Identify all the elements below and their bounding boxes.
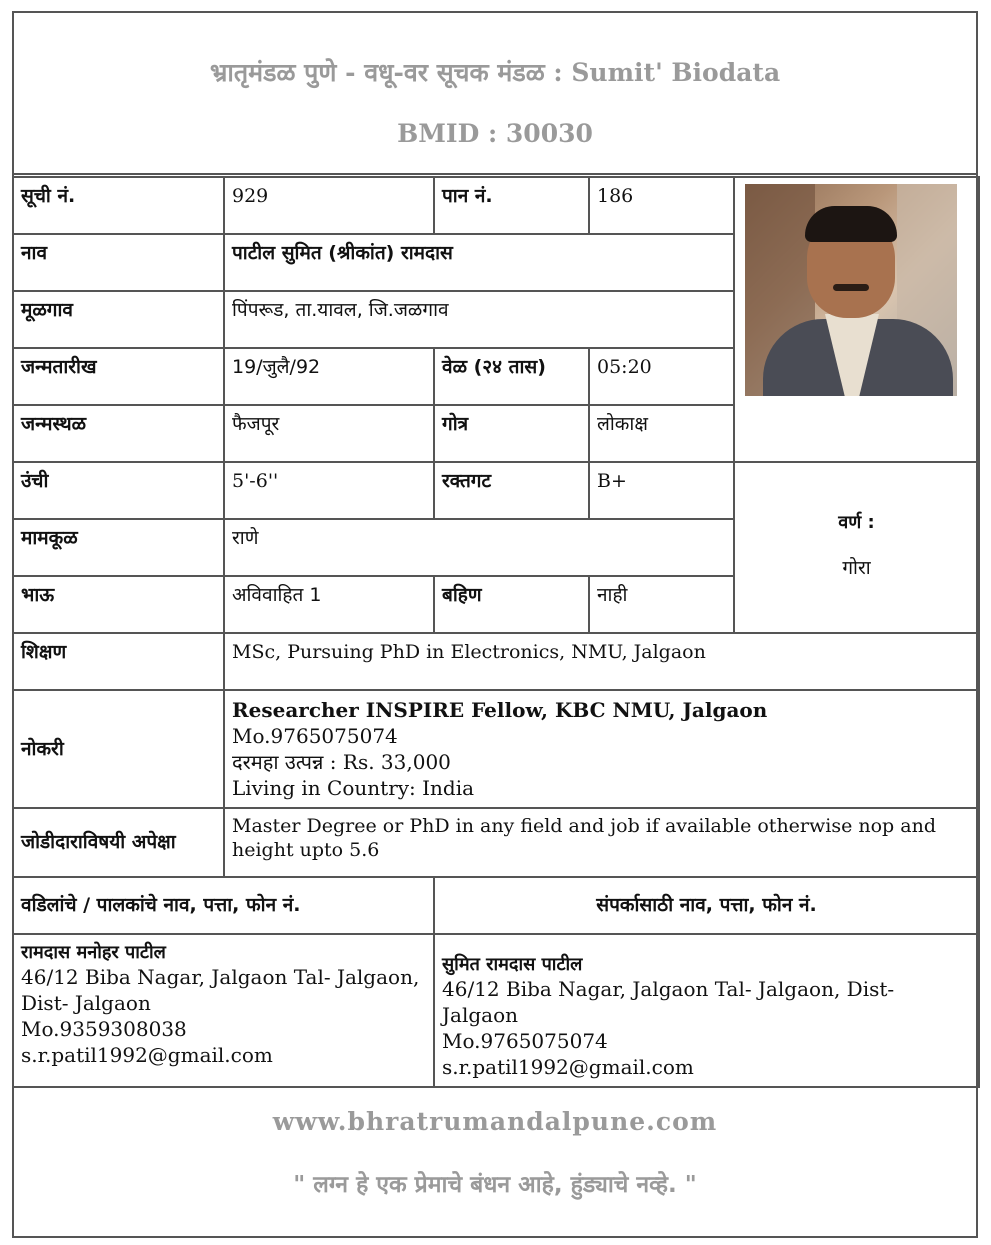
mamkul-value: राणे (224, 519, 734, 576)
parent-name: रामदास मनोहर पाटील (21, 942, 166, 963)
shikshan-label: शिक्षण (13, 633, 224, 690)
job-country: Living in Country: India (232, 776, 475, 800)
profile-photo (745, 184, 957, 396)
bmid-label: BMID : 30030 (397, 119, 593, 148)
varn-value: गोरा (842, 557, 871, 580)
unchi-value: 5'-6'' (224, 462, 434, 519)
contact-address: 46/12 Biba Nagar, Jalgaon Tal- Jalgaon, Dist- Jalgaon (442, 977, 895, 1028)
naav-value: पाटील सुमित (श्रीकांत) रामदास (224, 234, 734, 291)
bahin-value: नाही (589, 576, 734, 633)
janmasthal-value: फैजपूर (224, 405, 434, 462)
shikshan-value: MSc, Pursuing PhD in Electronics, NMU, Jalgaon (224, 633, 979, 690)
vel-label: वेळ (२४ तास) (434, 348, 589, 405)
contact-mobile: Mo.9765075074 (442, 1029, 608, 1054)
biodata-table (12, 176, 980, 1088)
self-contact-cell (434, 934, 979, 1087)
parent-address-line1: 46/12 Biba Nagar, Jalgaon Tal- Jalgaon, (21, 965, 420, 990)
vel-value: 05:20 (589, 348, 734, 405)
bhau-label: भाऊ (13, 576, 224, 633)
job-mobile: Mo.9765075074 (232, 724, 398, 748)
suchi-value: 929 (224, 177, 434, 234)
table-row (13, 934, 979, 1087)
janmatarikh-label: जन्मतारीख (13, 348, 224, 405)
contact-email: s.r.patil1992@gmail.com (442, 1055, 694, 1080)
gotra-label: गोत्र (434, 405, 589, 462)
bhau-value: अविवाहित 1 (224, 576, 434, 633)
varn-cell (734, 462, 979, 633)
bahin-label: बहिण (434, 576, 589, 633)
suchi-label: सूची नं. (13, 177, 224, 234)
janmatarikh-value: 19/जुलै/92 (224, 348, 434, 405)
paan-label: पान नं. (434, 177, 589, 234)
gotra-value: लोकाक्ष (589, 405, 734, 462)
footer-quote: " लग्न हे एक प्रेमाचे बंधन आहे, हुंड्याचे नव्हे. " (293, 1172, 697, 1198)
varn-label: वर्ण : (838, 512, 875, 533)
contact-header: संपर्कासाठी नाव, पत्ता, फोन नं. (434, 877, 979, 934)
table-row (13, 877, 979, 934)
moolgaav-value: पिंपरूड, ता.यावल, जि.जळगाव (224, 291, 734, 348)
table-row (13, 177, 979, 234)
website-url: www.bhratrumandalpune.com (272, 1107, 718, 1136)
apeksha-value: Master Degree or PhD in any field and job if available otherwise nop and height upto 5.6 (224, 808, 979, 877)
moolgaav-label: मूळगाव (13, 291, 224, 348)
paan-value: 186 (589, 177, 734, 234)
parent-address-line2: Dist- Jalgaon (21, 991, 151, 1016)
biodata-header (12, 11, 978, 175)
table-row (13, 633, 979, 690)
photo-cell (734, 177, 979, 462)
table-row (13, 462, 979, 519)
parent-contact-cell (13, 934, 434, 1087)
table-row (13, 690, 979, 808)
raktagat-value: B+ (589, 462, 734, 519)
page-title: भ्रातृमंडळ पुणे - वधू-वर सूचक मंडळ : Sumit' Biodata (209, 58, 781, 87)
parent-email: s.r.patil1992@gmail.com (21, 1043, 273, 1068)
apeksha-label: जोडीदाराविषयी अपेक्षा (13, 808, 224, 877)
biodata-footer (12, 1075, 978, 1238)
nokari-cell (224, 690, 979, 808)
unchi-label: उंची (13, 462, 224, 519)
mamkul-label: मामकूळ (13, 519, 224, 576)
naav-label: नाव (13, 234, 224, 291)
table-row (13, 808, 979, 877)
janmasthal-label: जन्मस्थळ (13, 405, 224, 462)
contact-name: सुमित रामदास पाटील (442, 954, 583, 975)
job-income: दरमहा उत्पन्न : Rs. 33,000 (232, 750, 451, 774)
raktagat-label: रक्तगट (434, 462, 589, 519)
nokari-label: नोकरी (13, 690, 224, 808)
job-title: Researcher INSPIRE Fellow, KBC NMU, Jalgaon (232, 698, 768, 722)
parents-header: वडिलांचे / पालकांचे नाव, पत्ता, फोन नं. (13, 877, 434, 934)
parent-mobile: Mo.9359308038 (21, 1017, 187, 1042)
